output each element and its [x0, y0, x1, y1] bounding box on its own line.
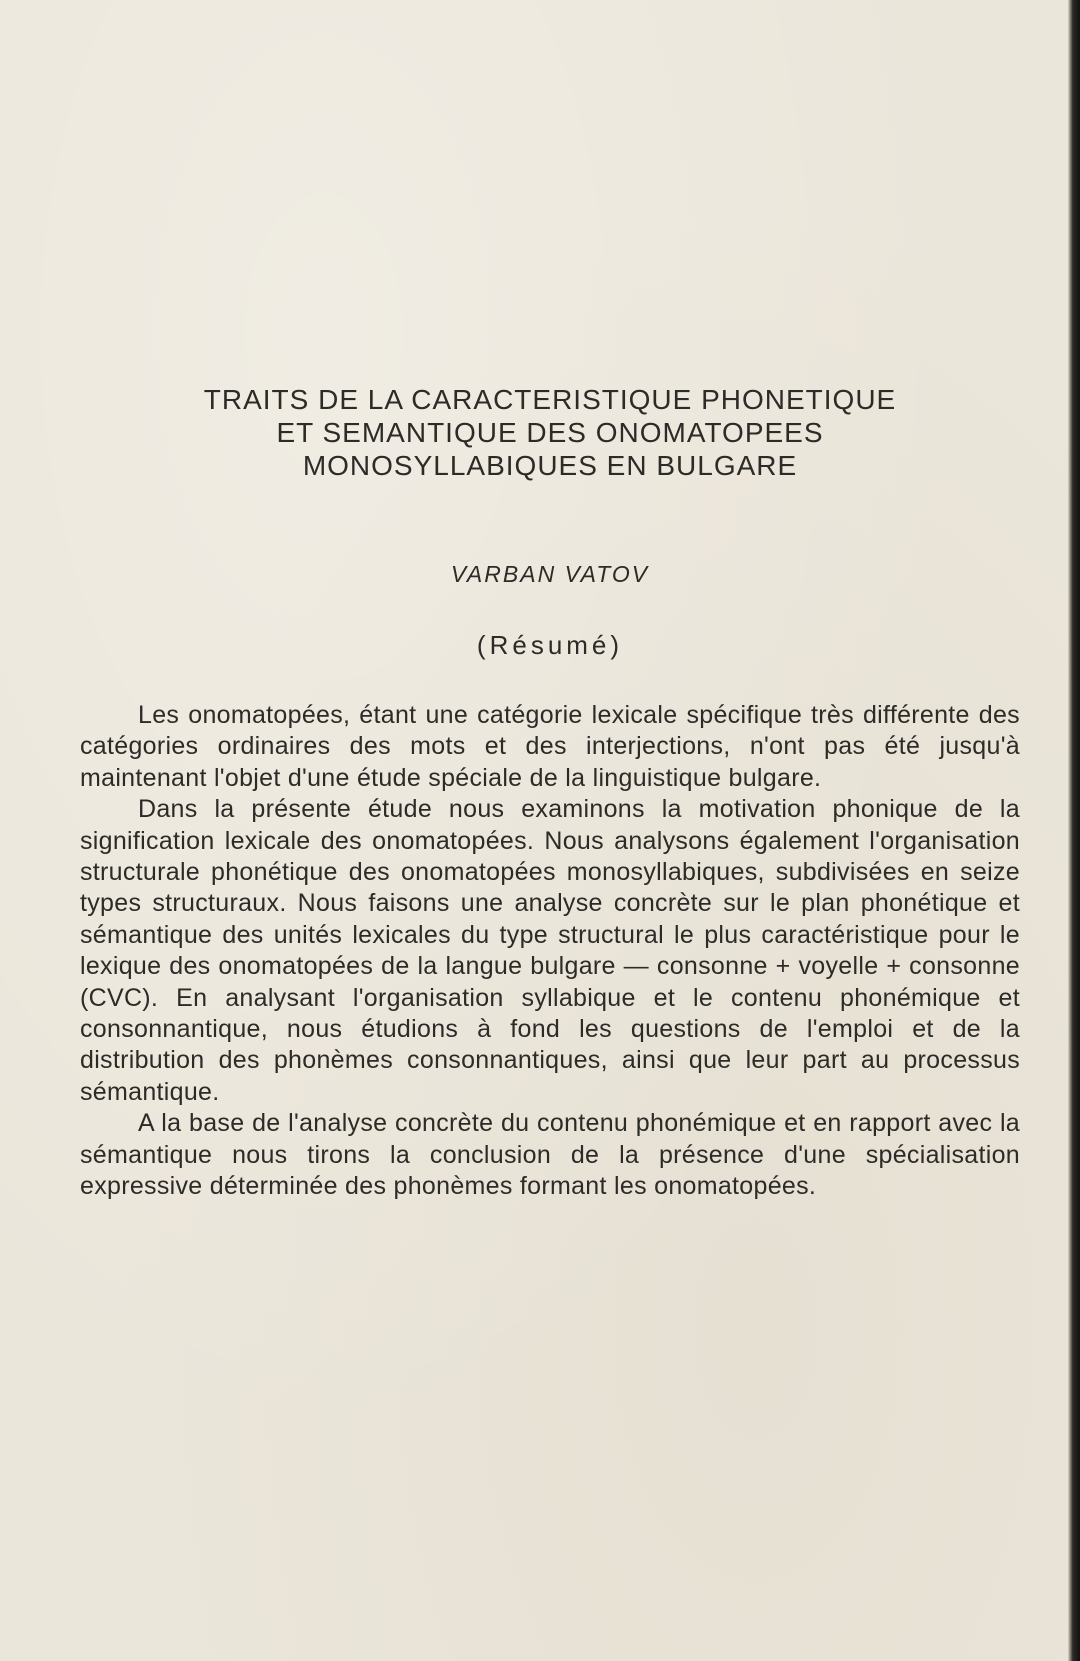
title-line: ET SEMANTIQUE DES ONOMATOPEES — [276, 417, 824, 448]
page-edge-shadow — [1068, 0, 1080, 1661]
title-line: MONOSYLLABIQUES EN BULGARE — [302, 450, 798, 481]
title-line: TRAITS DE LA CARACTERISTIQUE PHONETIQUE — [203, 384, 897, 415]
abstract-body — [80, 700, 1020, 1203]
paragraph: Dans la présente étude nous examinons la motivation phonique de la signification lexicale des onomatopées. Nous analysons également l'organisation structurale phonétique des onomatopées monosyllabiques, subdivisées en seize types structuraux. Nous faisons une analyse concrète sur le plan phonétique et sémantique des unités lexicales du type structural le plus caractéristique pour le lexique des onomatopées de la langue bulgare — consonne + voyelle + consonne (CVC). En analysant l'organisation syllabique et le contenu phonémique et consonnantique, nous étudions à fond les questions de l'emploi et de la distribution des phonèmes consonnantiques, ainsi que leur part au processus sémantique. — [80, 795, 1020, 1106]
section-label: (Résumé) — [476, 630, 624, 660]
paragraph: Les onomatopées, étant une catégorie lexicale spécifique très différente des catégories ordinaires des mots et des interjections, n'ont pas été jusqu'à maintenant l'objet d'une étude spéciale de la linguistique bulgare. — [80, 701, 1020, 792]
article-title — [80, 383, 1020, 482]
paragraph: A la base de l'analyse concrète du contenu phonémique et en rapport avec la sémantique nous tirons la conclusion de la présence d'une spécialisation expressive déterminée des phonèmes formant les onomatopées. — [80, 1109, 1020, 1201]
author-name: VARBAN VATOV — [450, 561, 650, 587]
